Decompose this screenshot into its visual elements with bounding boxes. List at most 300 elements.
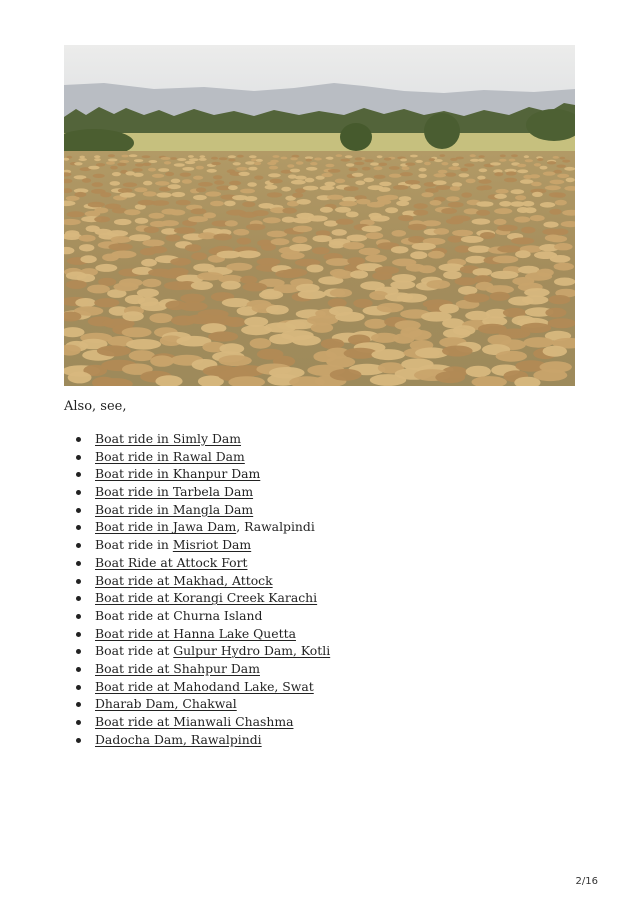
straw-bundle xyxy=(371,349,405,360)
straw-bundle xyxy=(476,201,493,207)
straw-bundle xyxy=(448,166,460,170)
straw-bundle xyxy=(461,236,484,243)
straw-bundle xyxy=(94,216,110,222)
straw-bundle xyxy=(168,184,181,189)
straw-bundle xyxy=(174,227,196,234)
straw-bundle xyxy=(434,159,443,162)
list-item xyxy=(95,713,330,731)
straw-bundle xyxy=(511,237,534,244)
straw-bundle xyxy=(289,244,312,251)
straw-bundle xyxy=(327,157,333,160)
straw-bundle xyxy=(193,195,207,200)
straw-bundle xyxy=(543,222,558,228)
straw-bundle xyxy=(185,161,196,164)
straw-bundle xyxy=(461,192,472,197)
straw-bundle xyxy=(254,176,263,180)
straw-bundle xyxy=(330,369,362,381)
straw-bundle xyxy=(296,161,304,164)
straw-bundle xyxy=(379,182,391,187)
straw-bundle xyxy=(79,158,87,161)
straw-bundle xyxy=(545,308,566,318)
straw-bundle xyxy=(509,159,516,162)
straw-bundle xyxy=(537,158,543,161)
straw-bundle xyxy=(124,209,140,215)
intro-text: Also, see, xyxy=(64,399,127,414)
straw-bundle xyxy=(426,280,450,289)
straw-bundle xyxy=(180,173,192,177)
straw-bundle xyxy=(156,192,171,197)
straw-bundle xyxy=(188,216,208,222)
related-link[interactable]: Boat ride in Simly Dam xyxy=(95,431,242,446)
straw-bundle xyxy=(271,238,290,245)
straw-bundle xyxy=(68,372,92,384)
list-item xyxy=(95,518,330,536)
straw-bundle xyxy=(479,155,485,158)
straw-bundle xyxy=(398,215,413,221)
straw-bundle xyxy=(182,167,194,171)
straw-bundle xyxy=(149,213,165,219)
straw-bundle xyxy=(446,173,457,177)
straw-bundle xyxy=(335,207,351,213)
straw-bundle xyxy=(460,168,468,172)
straw-bundle xyxy=(242,202,255,208)
straw-bundle xyxy=(522,295,549,304)
straw-bundle xyxy=(335,312,365,322)
straw-bundle xyxy=(514,216,530,222)
straw-bundle xyxy=(556,165,566,168)
straw-bundle xyxy=(374,175,386,179)
straw-bundle xyxy=(378,163,387,166)
straw-bundle xyxy=(245,196,258,201)
straw-bundle xyxy=(515,195,526,200)
straw-bundle xyxy=(389,166,400,170)
related-link[interactable]: Boat ride in Mangla Dam xyxy=(95,501,254,517)
straw-bundle xyxy=(228,155,236,158)
straw-bundle xyxy=(193,176,203,180)
straw-bundle xyxy=(372,272,392,280)
straw-bundle xyxy=(134,187,147,192)
straw-bundle xyxy=(379,187,391,192)
straw-bundle xyxy=(405,163,415,166)
straw-bundle xyxy=(228,159,235,162)
straw-bundle xyxy=(143,181,152,186)
straw-bundle xyxy=(452,182,462,187)
straw-bundle xyxy=(207,169,217,173)
straw-bundle xyxy=(350,270,368,278)
straw-bundle xyxy=(464,293,490,302)
straw-bundle xyxy=(291,155,299,158)
straw-bundle xyxy=(199,158,207,161)
straw-bundle xyxy=(344,186,359,191)
straw-bundle xyxy=(198,232,216,239)
straw-bundle xyxy=(477,176,485,180)
straw-bundle xyxy=(438,170,448,174)
straw-bundle xyxy=(478,179,491,184)
straw-bundle xyxy=(340,159,350,162)
straw-bundle xyxy=(142,155,151,158)
straw-bundle xyxy=(148,246,167,253)
list-item xyxy=(95,660,330,678)
straw-bundle xyxy=(75,298,96,307)
straw-bundle xyxy=(94,158,101,161)
straw-bundle xyxy=(270,179,283,184)
straw-bundle xyxy=(155,181,169,186)
straw-bundle xyxy=(169,210,185,216)
straw-bundle xyxy=(336,219,354,225)
straw-bundle xyxy=(470,159,479,162)
straw-bundle xyxy=(346,163,354,166)
straw-bundle xyxy=(521,227,535,234)
straw-bundle xyxy=(211,157,218,160)
straw-bundle xyxy=(353,299,372,308)
straw-bundle xyxy=(553,229,568,236)
straw-bundle xyxy=(424,162,431,165)
straw-bundle xyxy=(391,246,409,253)
straw-bundle xyxy=(134,159,143,162)
straw-bundle xyxy=(256,159,263,162)
straw-bundle xyxy=(269,334,295,345)
straw-bundle xyxy=(450,186,461,191)
straw-bundle xyxy=(517,169,528,173)
straw-bundle xyxy=(321,339,344,350)
straw-bundle xyxy=(554,263,574,271)
straw-bundle xyxy=(325,164,334,167)
straw-bundle xyxy=(291,180,306,185)
related-link[interactable]: Boat ride in Khanpur Dam xyxy=(95,466,261,482)
straw-bundle xyxy=(414,203,428,209)
straw-bundle xyxy=(448,202,464,208)
related-link[interactable]: Boat ride at Makhad, Attock xyxy=(95,572,273,588)
straw-bundle xyxy=(419,168,427,172)
straw-bundle xyxy=(79,156,85,159)
straw-bundle xyxy=(305,178,315,183)
straw-bundle xyxy=(441,162,448,165)
straw-bundle xyxy=(161,220,179,226)
straw-bundle xyxy=(433,180,447,185)
straw-bundle xyxy=(149,160,158,163)
straw-bundle xyxy=(521,323,552,333)
straw-bundle xyxy=(385,207,398,213)
straw-bundle xyxy=(326,356,355,367)
straw-bundle xyxy=(265,185,278,190)
straw-bundle xyxy=(110,166,118,170)
straw-bundle xyxy=(100,192,111,197)
straw-bundle xyxy=(275,270,303,278)
straw-bundle xyxy=(515,250,531,258)
straw-bundle xyxy=(499,201,511,207)
straw-bundle xyxy=(500,155,506,158)
straw-bundle xyxy=(428,251,445,259)
related-link[interactable]: Misriot Dam xyxy=(172,537,252,553)
straw-bundle xyxy=(142,163,151,166)
straw-bundle xyxy=(531,182,542,187)
straw-bundle xyxy=(479,168,488,172)
straw-bundle xyxy=(254,162,261,165)
straw-bundle xyxy=(224,201,236,207)
straw-bundle xyxy=(359,248,381,255)
straw-bundle xyxy=(532,192,543,197)
list-item xyxy=(95,607,330,625)
related-link[interactable]: Boat ride at Hanna Lake Quetta xyxy=(95,625,296,641)
straw-bundle xyxy=(135,218,149,224)
straw-bundle xyxy=(123,182,137,187)
straw-bundle xyxy=(118,188,133,193)
straw-bundle xyxy=(282,208,296,214)
straw-bundle xyxy=(396,201,409,207)
straw-bundle xyxy=(310,162,317,165)
straw-bundle xyxy=(273,155,280,158)
straw-bundle xyxy=(108,243,132,250)
related-link[interactable]: Boat ride at Shahpur Dam xyxy=(95,660,260,676)
straw-bundle xyxy=(547,161,556,164)
straw-bundle xyxy=(390,280,415,289)
straw-bundle xyxy=(362,167,371,171)
straw-bundle xyxy=(555,200,567,206)
straw-bundle xyxy=(170,157,177,160)
straw-bundle xyxy=(369,291,388,300)
page-number: 2/16 xyxy=(575,876,598,887)
list-item xyxy=(95,731,330,749)
straw-bundle xyxy=(281,187,291,192)
straw-bundle xyxy=(141,259,157,267)
straw-bundle xyxy=(329,241,346,248)
straw-bundle xyxy=(345,155,353,158)
straw-bundle xyxy=(440,154,446,157)
straw-bundle xyxy=(326,258,351,266)
straw-bundle xyxy=(517,164,526,167)
straw-bundle xyxy=(364,178,375,183)
straw-bundle xyxy=(496,351,527,362)
straw-bundle xyxy=(233,229,249,236)
straw-bundle xyxy=(555,193,566,198)
grass-strip xyxy=(64,133,575,153)
straw-bundle xyxy=(246,224,265,231)
straw-bundle xyxy=(397,293,427,302)
straw-bundle xyxy=(151,200,169,206)
straw-bundle xyxy=(142,279,161,287)
straw-bundle xyxy=(143,191,157,196)
straw-bundle xyxy=(520,179,533,184)
related-link[interactable]: Boat ride at Korangi Creek Karachi xyxy=(95,590,318,606)
straw-bundle xyxy=(292,193,303,198)
related-link[interactable]: Boat Ride at Attock Fort xyxy=(95,554,248,570)
list-item xyxy=(95,625,330,643)
straw-bundle xyxy=(365,232,383,239)
straw-bundle xyxy=(494,172,503,176)
straw-bundle xyxy=(267,192,282,197)
straw-bundle xyxy=(362,226,382,233)
straw-bundle xyxy=(221,281,241,290)
list-item xyxy=(95,642,330,660)
straw-bundle xyxy=(430,200,442,206)
straw-bundle xyxy=(108,158,118,161)
straw-bundle xyxy=(290,157,298,160)
related-link[interactable]: Gulpur Hydro Dam, Kotli xyxy=(173,643,331,659)
straw-bundle xyxy=(491,271,519,279)
list-item-text: Boat ride at xyxy=(95,643,174,659)
straw-bundle xyxy=(524,155,529,158)
straw-bundle xyxy=(308,215,328,221)
related-link[interactable]: Boat ride at Mianwali Chashma xyxy=(95,714,294,729)
list-item xyxy=(95,678,330,696)
straw-bundle xyxy=(399,196,412,201)
straw-bundle xyxy=(408,224,427,231)
straw-bundle xyxy=(354,162,364,165)
straw-bundle xyxy=(82,178,91,183)
straw-bundle xyxy=(459,173,470,177)
straw-bundle xyxy=(245,161,255,164)
list-item xyxy=(95,465,330,483)
straw-bundle xyxy=(224,317,246,327)
straw-bundle xyxy=(490,162,501,165)
straw-bundle xyxy=(529,174,540,178)
related-link[interactable]: Boat ride in Rawal Dam xyxy=(95,448,245,464)
straw-bundle xyxy=(525,272,552,280)
straw-bundle xyxy=(410,155,418,158)
straw-bundle xyxy=(355,157,363,160)
straw-bundle xyxy=(374,166,383,170)
straw-bundle xyxy=(150,355,174,366)
straw-bundle xyxy=(208,331,238,341)
straw-bundle xyxy=(545,185,561,190)
straw-bundle xyxy=(324,182,335,187)
straw-bundle xyxy=(511,154,518,157)
straw-bundle xyxy=(94,155,100,158)
straw-bundle xyxy=(314,158,322,161)
straw-bundle xyxy=(320,186,335,191)
straw-bundle xyxy=(111,251,136,259)
straw-bundle xyxy=(349,168,358,172)
straw-bundle xyxy=(370,215,390,221)
straw-bundle xyxy=(269,166,278,170)
straw-bundle xyxy=(478,159,485,162)
straw-bundle xyxy=(140,302,168,312)
straw-bundle xyxy=(219,157,228,160)
straw-bundle xyxy=(112,172,121,176)
straw-bundle xyxy=(229,181,241,186)
straw-bundle xyxy=(213,175,222,179)
straw-bundle xyxy=(243,283,268,292)
list-item xyxy=(95,501,330,519)
straw-bundle xyxy=(108,154,115,157)
straw-bundle xyxy=(177,158,186,161)
related-link[interactable]: Boat ride in Jawa Dam xyxy=(95,519,237,535)
straw-bundle xyxy=(106,161,115,164)
straw-bundle xyxy=(347,235,368,242)
straw-bundle xyxy=(543,346,567,357)
straw-bundle xyxy=(370,162,379,165)
straw-bundle xyxy=(470,154,476,157)
straw-bundle xyxy=(237,250,261,258)
straw-bundle xyxy=(550,255,571,263)
straw-bundle xyxy=(117,163,126,166)
list-item xyxy=(95,572,330,590)
straw-bundle xyxy=(355,181,365,186)
straw-bundle xyxy=(164,161,171,164)
straw-bundle xyxy=(303,186,318,191)
straw-bundle xyxy=(120,192,136,197)
related-link[interactable]: Dharab Dam, Chakwal xyxy=(95,696,237,712)
straw-bundle xyxy=(161,157,171,160)
straw-bundle xyxy=(248,167,257,171)
list-item xyxy=(95,536,330,554)
straw-bundle xyxy=(364,319,386,329)
straw-bundle xyxy=(96,163,105,166)
straw-bundle xyxy=(218,355,251,366)
related-link[interactable]: Dadocha Dam, Rawalpindi xyxy=(95,731,262,747)
straw-bundle xyxy=(335,179,345,184)
list-item xyxy=(95,695,330,713)
related-link[interactable]: Boat ride in Tarbela Dam xyxy=(95,484,254,500)
straw-bundle xyxy=(473,268,492,276)
straw-bundle xyxy=(170,258,191,266)
straw-bundle xyxy=(79,235,96,242)
straw-bundle xyxy=(327,195,344,200)
straw-bundle xyxy=(464,163,474,166)
straw-bundle xyxy=(468,246,490,253)
straw-bundle xyxy=(165,172,174,176)
list-item-text: Boat ride at Churna Island xyxy=(95,607,263,623)
straw-bundle xyxy=(377,199,391,205)
straw-bundle xyxy=(171,179,181,184)
straw-bundle xyxy=(377,155,383,158)
straw-bundle xyxy=(180,294,205,303)
list-item xyxy=(95,430,330,448)
straw-bundle xyxy=(421,192,433,197)
straw-bundle xyxy=(564,167,575,171)
straw-bundle xyxy=(66,280,87,289)
straw-bundle xyxy=(562,160,570,163)
straw-bundle xyxy=(249,155,257,158)
straw-bundle xyxy=(87,285,110,294)
straw-bundle xyxy=(548,318,575,328)
related-link[interactable]: Boat ride at Mahodand Lake, Swat xyxy=(95,678,314,694)
straw-bundle xyxy=(228,185,238,190)
straw-bundle xyxy=(133,173,144,177)
straw-bundle xyxy=(525,159,533,162)
straw-bundle xyxy=(287,164,294,167)
straw-bundle xyxy=(466,179,476,184)
straw-bundle xyxy=(377,303,404,313)
straw-bundle xyxy=(435,185,450,190)
straw-bundle xyxy=(280,157,287,160)
straw-bundle xyxy=(490,292,510,301)
straw-bundle xyxy=(268,173,281,177)
straw-bundle xyxy=(472,219,491,225)
straw-bundle xyxy=(534,163,541,166)
straw-bundle xyxy=(148,168,156,172)
straw-bundle xyxy=(415,160,423,163)
straw-bundle xyxy=(222,298,251,307)
straw-bundle xyxy=(292,335,321,346)
straw-bundle xyxy=(480,232,495,239)
straw-bundle xyxy=(435,371,465,383)
straw-bundle xyxy=(493,256,519,264)
straw-bundle xyxy=(152,174,164,178)
straw-bundle xyxy=(79,244,94,251)
straw-bundle xyxy=(176,200,191,206)
straw-bundle xyxy=(191,252,207,260)
straw-bundle xyxy=(522,201,534,207)
straw-bundle xyxy=(191,281,213,290)
straw-bundle xyxy=(126,339,161,350)
straw-bundle xyxy=(306,167,318,171)
straw-bundle xyxy=(343,242,365,249)
straw-bundle xyxy=(451,215,471,221)
straw-bundle xyxy=(494,208,512,214)
straw-bundle xyxy=(455,277,477,285)
straw-bundle xyxy=(122,327,152,337)
